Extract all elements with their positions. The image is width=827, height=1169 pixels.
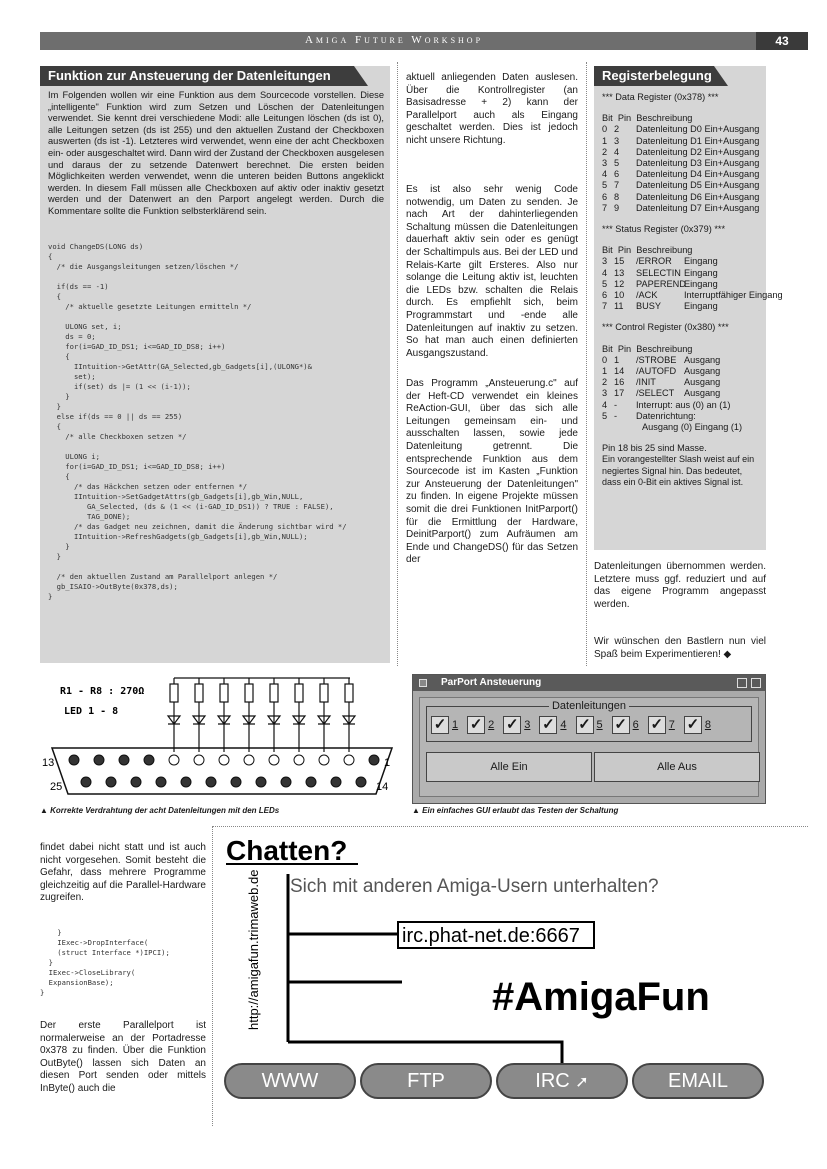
data-register-title: *** Data Register (0x378) ***	[602, 92, 719, 102]
status-row: 4 13 SELECTIN Eingang	[602, 267, 718, 278]
resistor-icon	[170, 684, 178, 702]
checkmark-icon[interactable]: ✓	[539, 716, 557, 734]
checkmark-icon[interactable]: ✓	[431, 716, 449, 734]
right-text-1: Datenleitungen übernommen werden. Letztere muss ggf. reduziert und auf das eigene Programm angepasst werden.	[594, 561, 766, 610]
checkbox-5[interactable]	[576, 716, 603, 734]
control-row: 0 1 /STROBE Ausgang	[602, 354, 721, 365]
alle-aus-button[interactable]: Alle Aus	[594, 752, 760, 782]
resistor-icon	[245, 684, 253, 702]
resistor-icon	[345, 684, 353, 702]
circuit-caption: ▲ Korrekte Verdrahtung der acht Datenleitungen mit den LEDs	[40, 806, 280, 815]
connector-pin	[131, 777, 141, 787]
middle-text-1: aktuell anliegenden Daten auslesen. Über die Kontrollregister (an Basisadresse + 2) kann der Parallelport auch als Eingang geschaltet werden. Dies ist jedoch nicht unsere Richtung.	[406, 72, 578, 146]
connector-pin	[369, 755, 379, 765]
checkbox-1[interactable]	[431, 716, 458, 734]
connector-pin	[356, 777, 366, 787]
chat-url: http://amigafun.trimaweb.de	[246, 869, 261, 1030]
register-note-1: Pin 18 bis 25 sind Masse.	[602, 443, 707, 454]
www-button[interactable]: WWW	[224, 1063, 356, 1099]
pin-1-label: 1	[384, 757, 391, 769]
connector-pin	[231, 777, 241, 787]
control-row: 1 14 /AUTOFD Ausgang	[602, 366, 721, 377]
connector-pin	[81, 777, 91, 787]
resistor-icon	[270, 684, 278, 702]
chat-advertisement	[222, 830, 808, 1120]
checkbox-8[interactable]	[684, 716, 711, 734]
parport-gui-window	[412, 674, 766, 804]
status-row: 7 11 BUSY Eingang	[602, 301, 718, 312]
connector-pin	[344, 755, 354, 765]
pin-13-label: 13	[42, 757, 55, 769]
register-box	[594, 66, 783, 550]
checkbox-label: 8	[704, 719, 711, 731]
checkmark-icon[interactable]: ✓	[612, 716, 630, 734]
bottom-left-text-2: Der erste Parallelport ist normalerweise an der Portadresse 0x378 zu finden. Über die Funktion OutByte() lassen sich Daten an diesen Port senden oder mittels InByte() auch die	[40, 1020, 206, 1094]
pin-25-label: 25	[50, 781, 63, 793]
chat-subtitle: Sich mit anderen Amiga-Usern unterhalten?	[290, 876, 659, 897]
connector-pin	[181, 777, 191, 787]
connector-pin	[206, 777, 216, 787]
cursor-arrow-icon: ➚	[575, 1074, 589, 1091]
checkbox-label: 6	[632, 719, 639, 731]
status-row: 5 12 PAPERENDEingang	[602, 278, 718, 289]
checkbox-label: 4	[560, 719, 567, 731]
bottom-left-code: } IExec->DropInterface( (struct Interface *)IPCI); } IExec->CloseLibrary( ExpansionBase); }	[40, 928, 170, 997]
data-register-header: Bit Pin Beschreibung	[602, 113, 693, 124]
checkmark-icon[interactable]: ✓	[467, 716, 485, 734]
depth-icon[interactable]	[751, 678, 761, 688]
data-row: 3 5 Datenleitung D3 Ein+Ausgang	[602, 158, 760, 169]
irc-server: irc.phat-net.de:6667	[402, 925, 580, 947]
end-mark-icon: ◆	[723, 648, 732, 660]
control-row: 5 - Datenrichtung:	[602, 410, 696, 421]
header-title: Amiga Future Workshop	[304, 34, 484, 46]
gui-title: ParPort Ansteuerung	[441, 677, 542, 688]
connector-pin	[294, 755, 304, 765]
data-row: 6 8 Datenleitung D6 Ein+Ausgang	[602, 191, 760, 202]
datenleitungen-group	[426, 700, 752, 742]
page-number: 43	[756, 32, 808, 50]
checkbox-6[interactable]	[612, 716, 639, 734]
connector-pin	[331, 777, 341, 787]
resistor-icon	[295, 684, 303, 702]
alle-ein-button[interactable]: Alle Ein	[426, 752, 592, 782]
connector-pin	[169, 755, 179, 765]
checkbox-label: 1	[452, 719, 459, 731]
connector-pin	[156, 777, 166, 787]
function-box-intro: Im Folgenden wollen wir eine Funktion aus dem Sourcecode vorstellen. Diese „intelligente" Funktion wird zum Setzen und Löschen der Datenleitungen verwendet. Sie kennt drei verschiedene Modi: alle Leitungen löschen (ds ist 0), alle Leitungen setzen (ds ist 255) und den aktuellen Zustand der Checkboxen auswerten (ds ist -1). Letzteres wird verwendet, wenn eine der acht Checkboxen ein- oder ausgeschaltet wird. Dann wird der Zustand der Checkboxen ausgelesen und daraus der zu setzende Datenwert berechnet. Die ersten beiden Möglichkeiten werden verwendet, wenn die unteren beiden Buttons angeklickt werden. In diesem Fall müssen alle Checkboxen auf aktiv oder inaktiv gesetzt werden und der Datenwert an den Parport angelegt werden. Durch die Kommentare sollte die Funktion selbsterklärend sein.	[48, 90, 384, 216]
led-label: LED 1 - 8	[64, 706, 119, 717]
connector-pin	[306, 777, 316, 787]
checkbox-4[interactable]	[539, 716, 566, 734]
function-box	[40, 66, 390, 663]
connector-pin	[144, 755, 154, 765]
control-register-extra: Ausgang (0) Eingang (1)	[642, 422, 743, 433]
function-code: void ChangeDS(LONG ds) { /* die Ausgangsleitungen setzen/löschen */ if(ds == -1) { /* aktuelle gesetzte Leitungen ermitteln */ ULONG set, i; ds = 0; for(i=GAD_ID_DS1; i<=GAD_ID_DS8; i++) { IIntuition->GetAttr(GA_Selected,gb_Gadgets[i],(ULONG*)& set); if(set) ds |= (1 << (i-1)); } } else if(ds == 0 || ds == 255) { /* alle Checkboxen setzen */ ULONG i; for(i=GAD_ID_DS1; i<=GAD_ID_DS8; i++) { /* das Häckchen setzen oder entfernen */ IIntuition->SetGadgetAttrs(gb_Gadgets[i],gb_Win,NULL, GA_Selected, (ds & (1 << (i-GAD_ID_DS1)) ? TRUE : FALSE), TAG_DONE); /* das Gadget neu zeichnen, damit die Änderung sichtbar wird */ IIntuition->RefreshGadgets(gb_Gadgets[i],gb_Win,NULL); } } /* den aktuellen Zustand am Parallelport anlegen */ gb_ISAIO->OutByte(0x378,ds); }	[48, 242, 347, 601]
data-row: 4 6 Datenleitung D4 Ein+Ausgang	[602, 169, 760, 180]
resistor-icon	[320, 684, 328, 702]
connector-pin	[244, 755, 254, 765]
pin-14-label: 14	[376, 781, 389, 793]
checkbox-label: 7	[668, 719, 675, 731]
checkbox-2[interactable]	[467, 716, 494, 734]
bottom-left-text-1: findet dabei nicht statt und ist auch nicht vorgesehen. Somit besteht die Gefahr, dass mehrere Programme gleichzeitig auf die Parallel-Hardware zugreifen.	[40, 842, 206, 904]
email-button[interactable]: EMAIL	[632, 1063, 764, 1099]
group-label: Datenleitungen	[549, 700, 629, 712]
checkbox-label: 2	[488, 719, 495, 731]
status-register-header: Bit Pin Beschreibung	[602, 245, 693, 256]
middle-text-3: Das Programm „Ansteuerung.c" auf der Heft-CD verwendet ein kleines ReAction-GUI, über das sich alle Leitungen gemeinsam ein- und ausschalten lassen, sowie jede Datenleitung getrennt. Die entsprechende Funktion aus dem Sourcecode ist im Kasten „Funktion zur Ansteuerung der Datenleitungen" zu finden. In eigene Projekte müssen somit die drei Funktionen InitParport() für die Ermittlung der Hardware, DeinitParport() zum Aufräumen am Ende und ChangeDS() für das Setzen der	[406, 378, 578, 566]
status-register-title: *** Status Register (0x379) ***	[602, 224, 726, 235]
irc-button[interactable]: IRC ➚	[496, 1063, 628, 1099]
data-row: 7 9 Datenleitung D7 Ein+Ausgang	[602, 202, 760, 213]
connector-pin	[119, 755, 129, 765]
iconify-icon[interactable]	[737, 678, 747, 688]
control-register-title: *** Control Register (0x380) ***	[602, 322, 729, 333]
checkbox-7[interactable]	[648, 716, 675, 734]
register-box-heading: Registerbelegung	[594, 66, 714, 86]
status-row: 3 15 /ERROR Eingang	[602, 256, 718, 267]
data-row: 5 7 Datenleitung D5 Ein+Ausgang	[602, 180, 760, 191]
data-row: 0 2 Datenleitung D0 Ein+Ausgang	[602, 124, 760, 135]
connector-pin	[69, 755, 79, 765]
control-row: 2 16 /INIT Ausgang	[602, 377, 721, 388]
chat-title: Chatten?	[226, 835, 348, 866]
checkbox-3[interactable]	[503, 716, 530, 734]
connector-pin	[319, 755, 329, 765]
page-header	[40, 32, 808, 50]
connector-pin	[256, 777, 266, 787]
gui-titlebar	[413, 675, 765, 691]
gui-content	[419, 697, 759, 797]
connector-pin	[106, 777, 116, 787]
middle-text-2: Es ist also sehr wenig Code notwendig, um Daten zu senden. Je nach Art der dahinterliegenden Schaltung müssen die Datenleitungen dauerhaft aktiv sein oder es genügt der Schaltimpuls aus. Bei der LED und Relais-Karte gilt Ersteres. Also nur solange die Leitung aktiv ist, leuchten die LEDs bzw. schalten die Relais durch. Es empfiehlt sich, beim Programmstart und -ende alle Datenleitungen auf inaktiv zu setzen. So hat man auch einen definierten Ausgangszustand.	[406, 184, 578, 359]
function-box-heading: Funktion zur Ansteuerung der Datenleitungen	[40, 66, 354, 86]
connector-pin	[281, 777, 291, 787]
ftp-button[interactable]: FTP	[360, 1063, 492, 1099]
status-row: 6 10 /ACK Interruptfähiger Eingang	[602, 290, 783, 301]
checkmark-icon[interactable]: ✓	[648, 716, 666, 734]
connector-pin	[219, 755, 229, 765]
control-row: 4 - Interrupt: aus (0) an (1)	[602, 399, 731, 410]
checkmark-icon[interactable]: ✓	[576, 716, 594, 734]
resistor-icon	[220, 684, 228, 702]
control-row: 3 17 /SELECT Ausgang	[602, 388, 721, 399]
resistor-label: R1 - R8 : 270Ω	[60, 686, 145, 697]
register-note-2: Ein vorangestellter Slash weist auf ein negiertes Signal hin. Das bedeutet, dass ein 0-Bit ein aktives Signal ist.	[602, 454, 755, 487]
control-register-header: Bit Pin Beschreibung	[602, 343, 693, 354]
circuit-diagram	[40, 672, 398, 800]
checkmark-icon[interactable]: ✓	[684, 716, 702, 734]
gui-caption: ▲ Ein einfaches GUI erlaubt das Testen der Schaltung	[412, 806, 619, 815]
connector-pin	[269, 755, 279, 765]
data-row: 1 3 Datenleitung D1 Ein+Ausgang	[602, 135, 760, 146]
resistor-icon	[195, 684, 203, 702]
connector-pin	[194, 755, 204, 765]
close-icon[interactable]	[419, 679, 427, 687]
right-text-2: Wir wünschen den Bastlern nun viel Spaß beim Experimentieren! ◆	[594, 636, 766, 660]
data-row: 2 4 Datenleitung D2 Ein+Ausgang	[602, 146, 760, 157]
checkbox-label: 3	[524, 719, 531, 731]
connector-pin	[94, 755, 104, 765]
irc-channel: #AmigaFun	[492, 975, 710, 1019]
checkmark-icon[interactable]: ✓	[503, 716, 521, 734]
checkbox-label: 5	[596, 719, 603, 731]
